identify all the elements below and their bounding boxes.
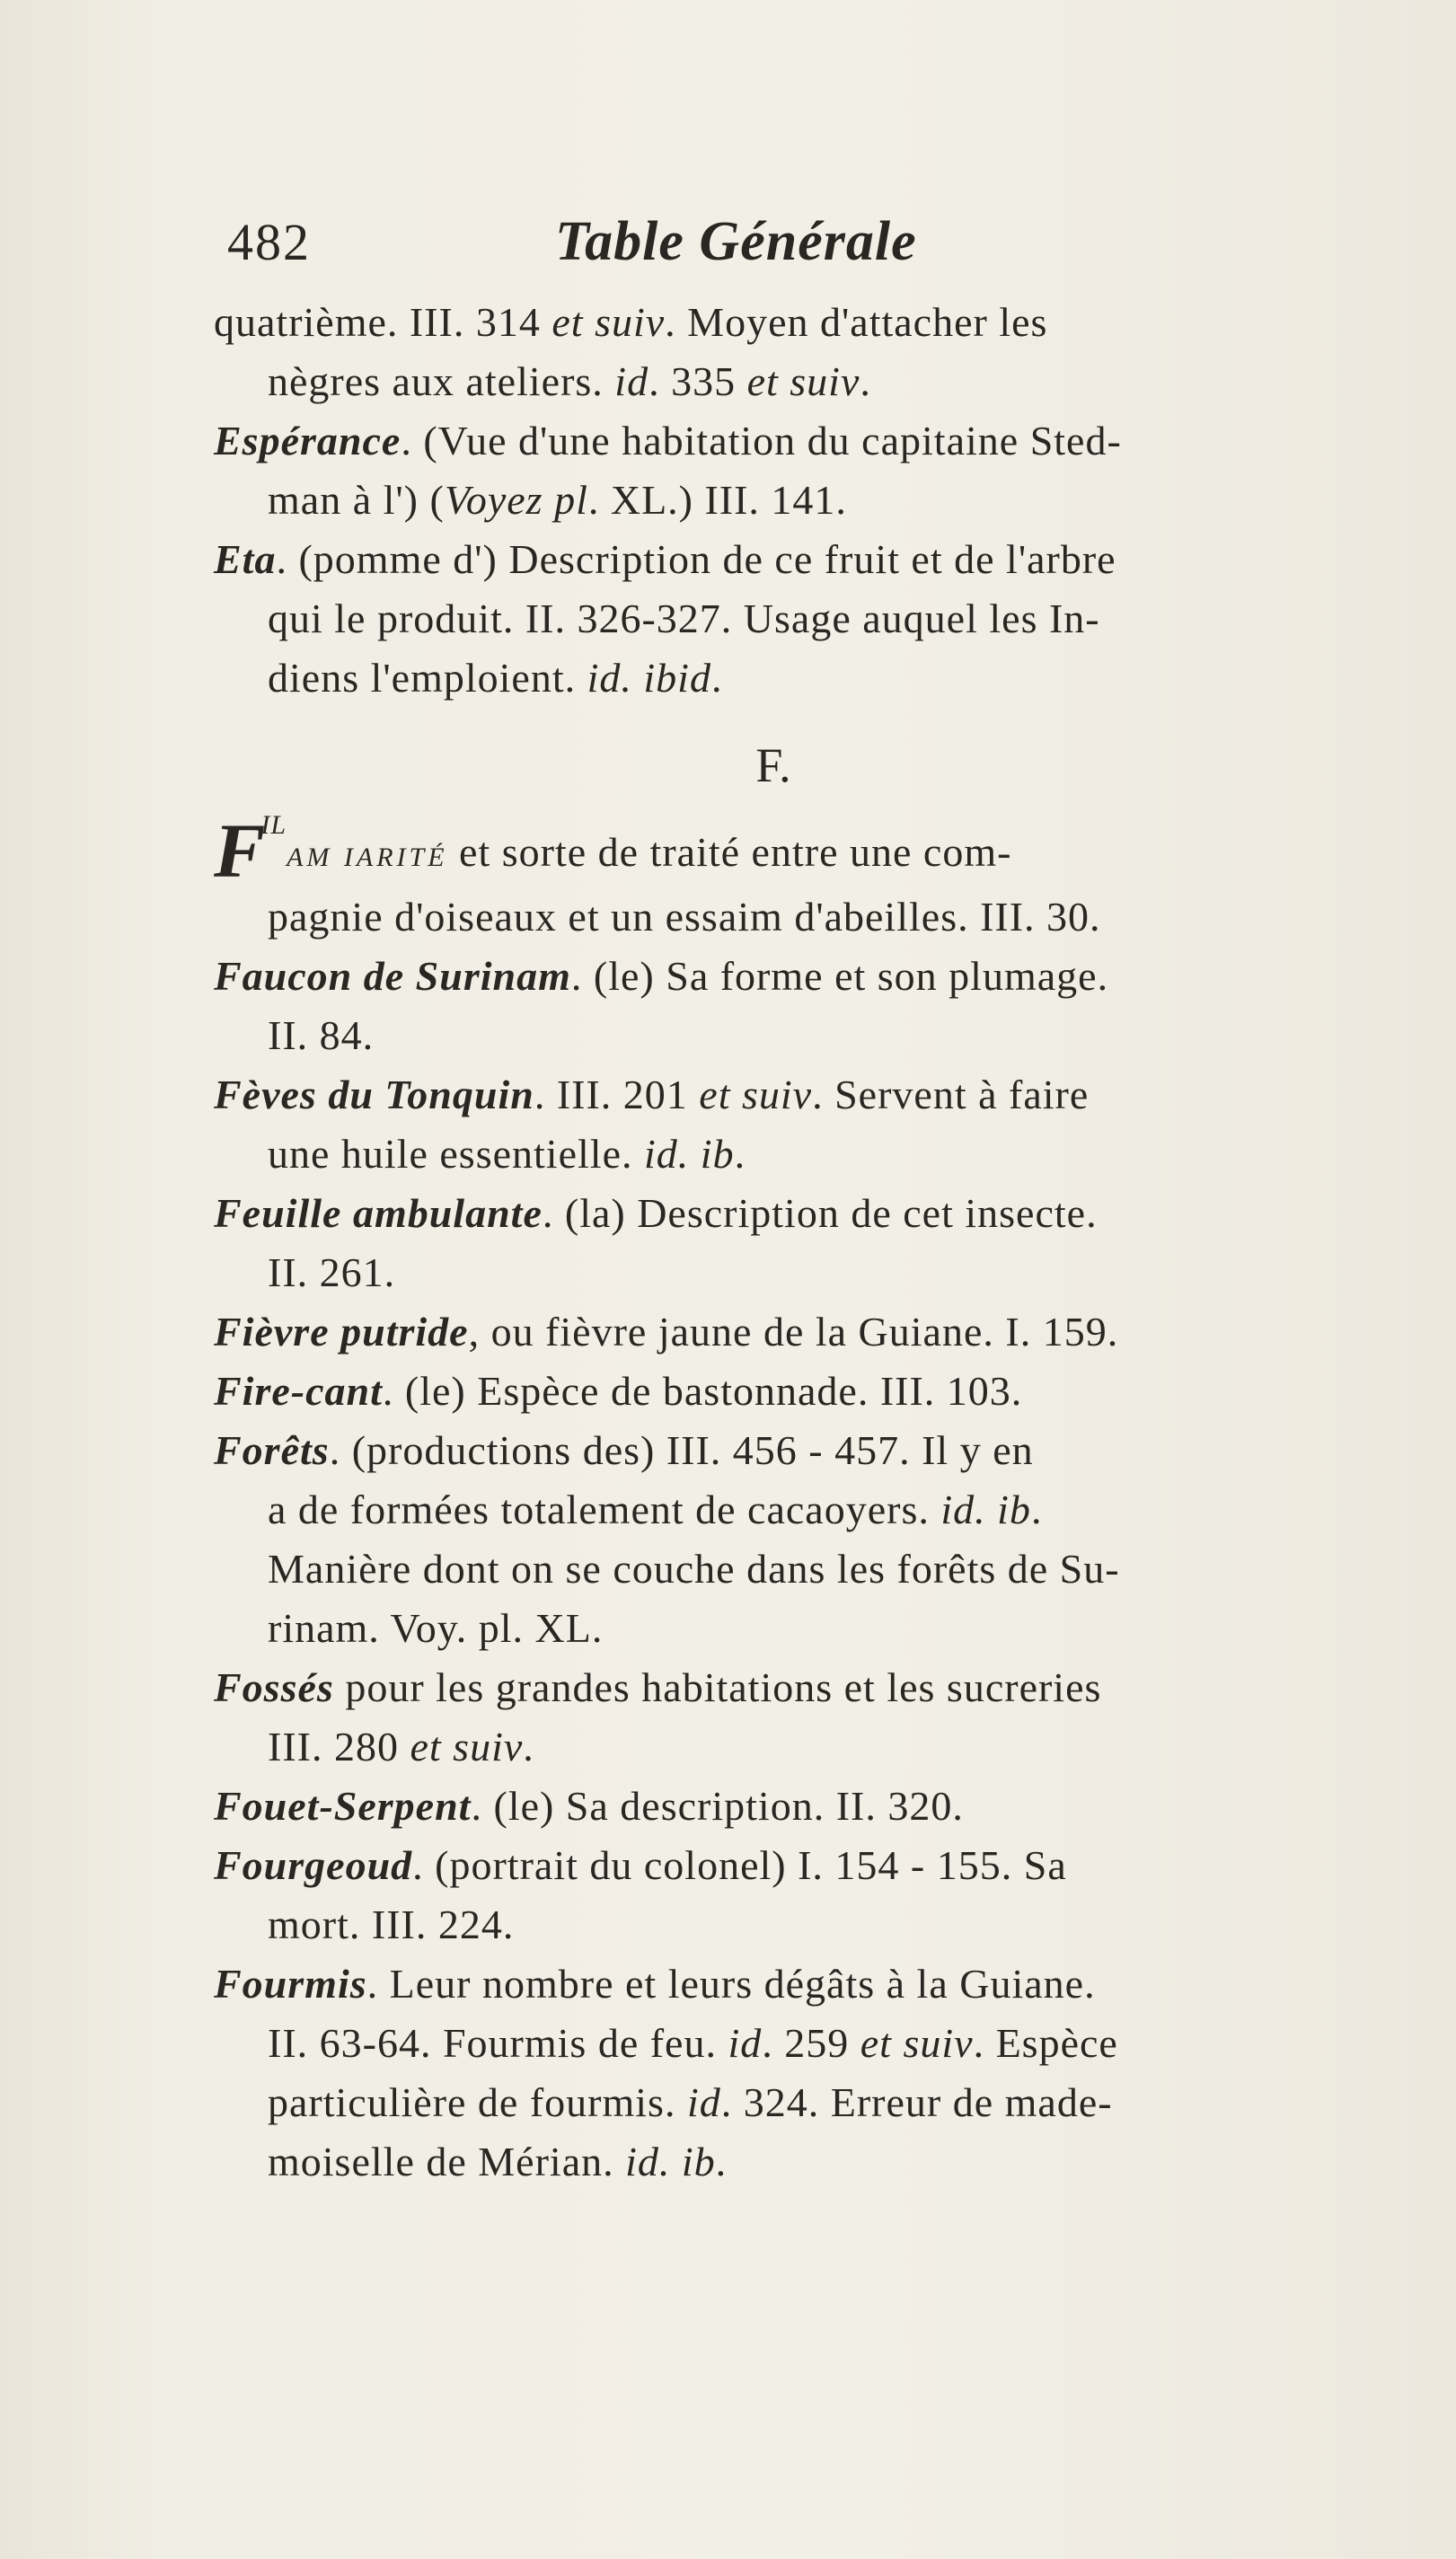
entry-line [214,352,1333,411]
entry-line [214,411,1333,471]
text-run: . (Vue d'une habitation du capitaine Sted- [401,418,1122,463]
drop-cap-superscript: IL [260,810,287,840]
text-run: . III. 201 [534,1072,700,1117]
text-run: . (la) Description de cet insecte. [542,1190,1098,1236]
entry-line [214,1362,1333,1421]
entry-line [214,947,1333,1006]
entry-line [214,887,1333,947]
italic-text: id. ib [644,1131,735,1177]
index-entry [214,1302,1333,1362]
index-entry [214,1955,1333,2192]
italic-text: Fouet-Serpent [214,1783,472,1829]
index-entry [214,1362,1333,1421]
entry-line [214,530,1333,589]
entry-line [214,1184,1333,1243]
text-run: . [734,1131,746,1177]
italic-text: Fossés [214,1664,334,1710]
index-entry [214,530,1333,708]
entry-line [214,1540,1333,1599]
text-run: et sorte de traité entre une com- [459,829,1012,875]
entry-line [214,2132,1333,2192]
text-run: pour les grandes habitations et les sucreries [333,1664,1102,1710]
entry-line [214,1006,1333,1065]
index-entry [214,1421,1333,1658]
italic-text: et suiv [410,1724,524,1769]
italic-text: et suiv [699,1072,813,1117]
text-run: . (le) Sa forme et son plumage. [570,953,1109,999]
italic-text: id. ib [940,1487,1031,1532]
italic-text: Voyez pl [444,477,588,523]
text-run: . [710,655,723,701]
text-run: . (le) Sa description. II. 320. [471,1783,964,1829]
entry-line [214,293,1333,352]
italic-text: id [728,2020,763,2066]
italic-text: Fièvre putride [214,1309,469,1355]
text-run: , ou fièvre jaune de la Guiane. I. 159. [468,1309,1119,1355]
text-run: . XL.) III. 141. [587,477,847,523]
entry-line [214,1421,1333,1480]
entry-line [214,1658,1333,1717]
index-entry [214,1658,1333,1777]
text-run: II. 261. [268,1249,396,1295]
text-run: nègres aux ateliers. [268,358,615,404]
entry-line [214,2073,1333,2132]
page-header [227,212,1323,293]
text-run: . Moyen d'attacher les [665,299,1048,345]
entry-line [214,1302,1333,1362]
entry-line [214,471,1333,530]
index-entry [214,1836,1333,1955]
entry-line [214,1599,1333,1658]
text-run: . 259 [762,2020,860,2066]
text-run: . Espèce [973,2020,1118,2066]
italic-text: Feuille ambulante [214,1190,543,1236]
text-run: II. 63-64. Fourmis de feu. [268,2020,728,2066]
italic-text: Fèves du Tonquin [214,1072,534,1117]
italic-text: id [614,358,649,404]
text-run: . (portrait du colonel) I. 154 - 155. Sa [412,1842,1067,1888]
text-run: III. 280 [268,1724,410,1769]
italic-text: et suiv [552,299,666,345]
text-run: . [860,358,871,404]
index-entry [214,1184,1333,1302]
text-run: . (productions des) III. 456 - 457. Il y en [329,1427,1034,1473]
text-run: Manière dont on se couche dans les forêts de Su- [268,1546,1120,1592]
entry-line [214,1480,1333,1540]
text-run: . [523,1724,534,1769]
italic-text: id. ib [625,2139,716,2184]
index-entry [214,1065,1333,1184]
index-body [214,293,1333,2192]
text-run: . (le) Espèce de bastonnade. III. 103. [382,1368,1023,1414]
entry-line [214,1777,1333,1836]
text-run: diens l'emploient. [268,655,587,701]
index-entry [214,807,1333,947]
italic-text: et suiv [860,2020,974,2066]
italic-text: Fire-cant [214,1368,383,1414]
headword-small-caps: AM [287,843,333,872]
index-entry [214,947,1333,1065]
text-run: . [1030,1487,1043,1532]
entry-line [214,1125,1333,1184]
text-run: quatrième. III. 314 [214,299,552,345]
page-number: 482 [227,213,311,271]
text-run: moiselle de Mérian. [268,2139,626,2184]
index-entry [214,411,1333,530]
italic-text: Fourmis [214,1961,367,2007]
entry-line [214,1836,1333,1895]
text-run: . Servent à faire [812,1072,1090,1117]
italic-text: Eta [214,536,277,582]
text-run: qui le produit. II. 326-327. Usage auquel les In- [268,596,1100,641]
text-run: rinam. Voy. pl. XL. [268,1605,604,1651]
italic-text: id. ibid [587,655,711,701]
italic-text: Espérance [214,418,402,463]
index-entry [214,1777,1333,1836]
text-run: man à l') ( [268,477,445,523]
entry-line [214,1895,1333,1955]
entry-line [214,1065,1333,1125]
italic-text: Forêts [214,1427,330,1473]
text-run: . 324. Erreur de made- [720,2079,1113,2125]
running-title: Table Générale [555,211,917,272]
italic-text: Fourgeoud [214,1842,413,1888]
index-entry [214,293,1333,411]
entry-line [214,1717,1333,1777]
text-run: II. 84. [268,1012,375,1058]
text-run: pagnie d'oiseaux et un essaim d'abeilles. III. 30. [268,894,1101,940]
italic-text: Faucon de Surinam [214,953,571,999]
italic-text: id [686,2079,721,2125]
entry-line [214,649,1333,708]
text-run: a de formées totalement de cacaoyers. [268,1487,941,1532]
section-heading: F. [755,738,791,792]
entry-line [214,2014,1333,2073]
entry-line [214,1955,1333,2014]
text-run: mort. III. 224. [268,1902,515,1947]
text-run: particulière de fourmis. [268,2079,687,2125]
entry-line [214,589,1333,649]
headword-small-caps-rest: IARITÉ [343,843,448,872]
text-run: . Leur nombre et leurs dégâts à la Guiane. [366,1961,1096,2007]
text-run: une huile essentielle. [268,1131,644,1177]
entry-line [214,1243,1333,1302]
italic-text: et suiv [746,358,860,404]
text-run: . (pomme d') Description de ce fruit et de l'arbre [276,536,1116,582]
entry-line [214,807,1333,894]
drop-capital: F [214,807,267,894]
text-run: . 335 [649,358,747,404]
text-run: . [715,2139,728,2184]
